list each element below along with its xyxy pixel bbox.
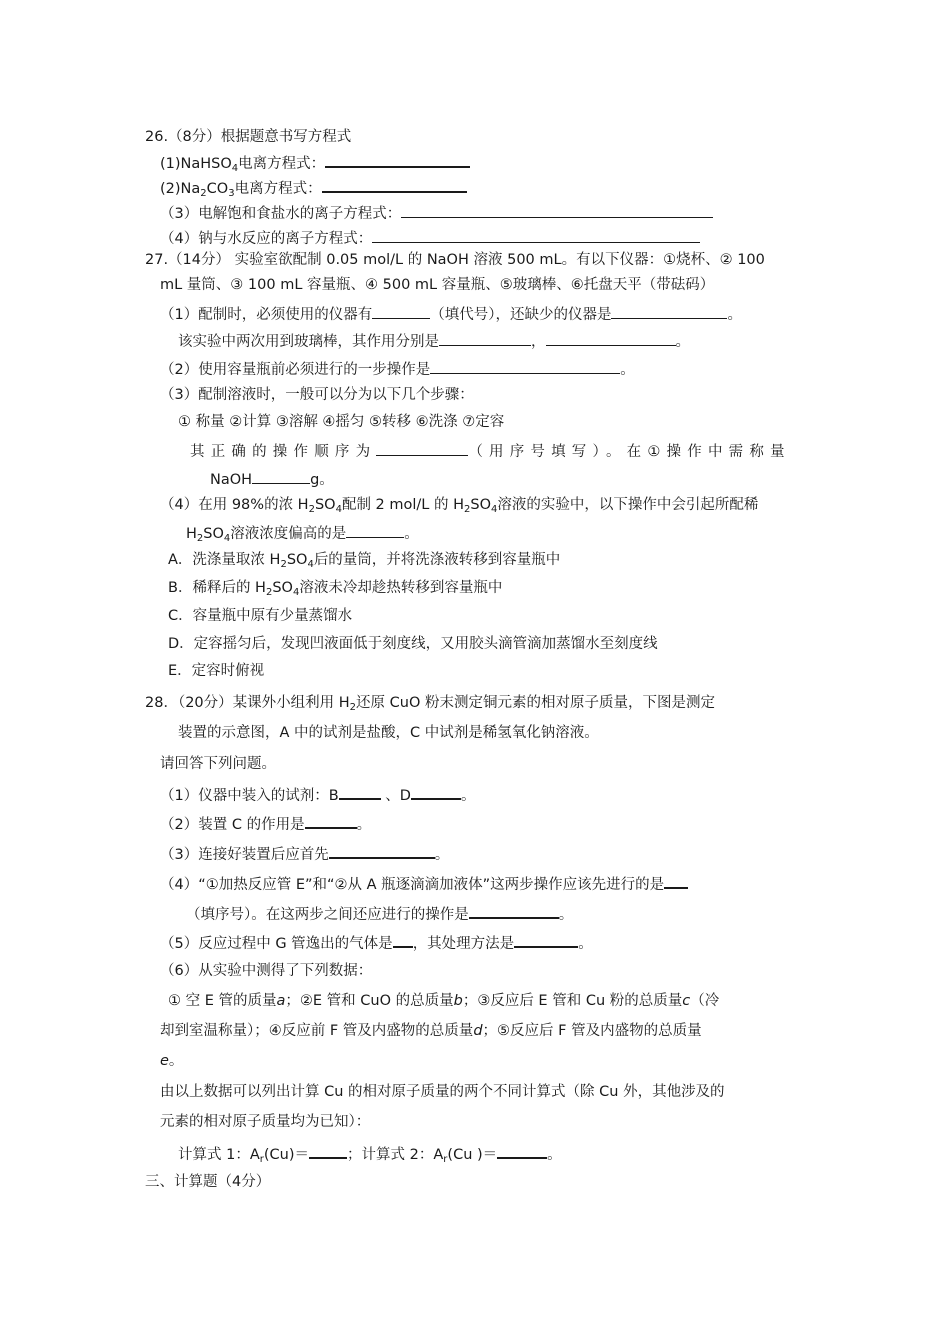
q27-blank-high[interactable]	[346, 522, 404, 538]
q27-blank-step[interactable]	[430, 358, 620, 374]
q27-option-d: D．定容摇匀后，发现凹液面低于刻度线，又用胶头滴管滴加蒸馏水至刻度线	[168, 636, 658, 652]
q28-part4-cont: （填序号）。在这两步之间还应进行的操作是 。	[186, 902, 573, 925]
q28-blank-b[interactable]	[339, 783, 381, 800]
q27-part3: （3）配制溶液时，一般可以分为以下几个步骤：	[160, 387, 474, 403]
q28-part1: （1）仪器中装入的试剂：B 、D 。	[160, 783, 475, 806]
q27-option-c: C．容量瓶中原有少量蒸馏水	[168, 608, 353, 624]
q27-title: 27.（14分） 实验室欲配制 0.05 mol/L 的 NaOH 溶液 500 mL。有以下仪器：①烧杯、② 100	[145, 252, 765, 268]
q28-formulas: 计算式 1：$A_r(Cu)=$ ；计算式 2：$A_r(Cu$ )＝ 。	[178, 1142, 562, 1165]
q26-item4: （4）钠与水反应的离子方程式：	[160, 227, 700, 249]
q28-blank-d[interactable]	[411, 783, 461, 800]
q28-data-line3: e。	[160, 1053, 184, 1069]
q27-blank-order[interactable]	[376, 440, 468, 456]
q26-blank1[interactable]	[325, 151, 470, 168]
q26-item1: (1)NaHSO$_4$电离方程式：	[160, 151, 470, 174]
q28-calc-intro: 由以上数据可以列出计算 Cu 的相对原子质量的两个不同计算式（除 Cu 外，其他涉及的	[160, 1084, 725, 1100]
q28-data-line2: 却到室温称量）；④反应前 F 管及内盛物的总质量d；⑤反应后 F 管及内盛物的总质量	[160, 1023, 702, 1039]
q27-blank-missing[interactable]	[611, 303, 727, 319]
q28-blank-treat[interactable]	[514, 931, 578, 948]
q28-blank-formula1[interactable]	[309, 1142, 347, 1159]
q28-title-cont: 装置的示意图，A 中的试剂是盐酸，C 中试剂是稀氢氧化钠溶液。	[178, 725, 599, 741]
q26-blank3[interactable]	[401, 202, 713, 218]
q27-option-e: E．定容时俯视	[168, 663, 265, 679]
q28-blank-c-role[interactable]	[305, 812, 357, 829]
q27-option-a: A．洗涤量取浓 $H_2SO_4$后的量筒，并将洗涤液转移到容量瓶中	[168, 552, 561, 570]
section3-heading: 三、计算题（4分）	[145, 1174, 271, 1190]
q28-blank-gas[interactable]	[393, 931, 413, 948]
q26-title: 26.（8分）根据题意书写方程式	[145, 129, 352, 145]
q28-part3: （3）连接好装置后应首先 。	[160, 842, 449, 865]
q26-item2: $(2)Na_2CO_3$电离方程式：	[160, 176, 467, 199]
q28-part4: （4）“①加热反应管 E”和“②从 A 瓶逐滴滴加液体”这两步操作应该先进行的是	[160, 872, 688, 895]
q28-part6: （6）从实验中测得了下列数据：	[160, 963, 373, 979]
q28-prompt: 请回答下列问题。	[160, 756, 276, 772]
q27-option-b: B．稀释后的 $H_2SO_4$溶液未冷却趁热转移到容量瓶中	[168, 580, 503, 598]
q26-blank4[interactable]	[372, 227, 700, 243]
q28-part2: （2）装置 C 的作用是 。	[160, 812, 371, 835]
q26-blank2[interactable]	[322, 176, 467, 193]
q28-blank-first[interactable]	[329, 842, 435, 859]
q27-blank-rod1[interactable]	[439, 330, 531, 346]
q27-steps: ① 称量 ②计算 ③溶解 ④摇匀 ⑤转移 ⑥洗涤 ⑦定容	[178, 414, 505, 430]
q28-title: 28．（20分）某课外小组利用 $H_2$还原 CuO 粉末测定铜元素的相对原子质量，下图是测定	[145, 695, 715, 713]
q28-blank-between[interactable]	[469, 902, 559, 919]
q27-order: 其正确的操作顺序为 （用序号填写）。在①操作中需称量	[190, 440, 791, 462]
q27-blank-instruments[interactable]	[372, 303, 430, 319]
q27-part4-cont: $H_2SO_4$溶液浓度偏高的是 。	[186, 522, 419, 544]
q26-item3: （3）电解饱和食盐水的离子方程式：	[160, 202, 713, 224]
q28-data-line1: ① 空 E 管的质量a；②E 管和 CuO 的总质量b；③反应后 E 管和 Cu 粉的总质量c（冷	[168, 993, 720, 1009]
q27-part2: （2）使用容量瓶前必须进行的一步操作是 。	[160, 358, 635, 380]
q27-part1-cont: 该实验中两次用到玻璃棒，其作用分别是 ， 。	[178, 330, 690, 352]
q28-blank-seq[interactable]	[664, 872, 688, 889]
q28-blank-formula2[interactable]	[497, 1142, 547, 1159]
q27-part1: （1）配制时，必须使用的仪器有 （填代号），还缺少的仪器是 。	[160, 303, 742, 325]
q28-calc-intro-cont: 元素的相对原子质量均为已知）：	[160, 1114, 371, 1130]
q27-blank-mass[interactable]	[252, 468, 310, 484]
q27-mass: NaOH g。	[210, 468, 334, 490]
q28-part5: （5）反应过程中 G 管逸出的气体是 ，其处理方法是 。	[160, 931, 593, 954]
q27-title-cont: mL 量筒、③ 100 mL 容量瓶、④ 500 mL 容量瓶、⑤玻璃棒、⑥托盘天平（带砝码）	[160, 277, 715, 293]
q27-blank-rod2[interactable]	[546, 330, 676, 346]
q27-part4: （4）在用 98%的浓 $H_2SO_4$配制 2 mol/L 的 $H_2SO_4$溶液的实验中，以下操作中会引起所配稀	[160, 497, 759, 515]
